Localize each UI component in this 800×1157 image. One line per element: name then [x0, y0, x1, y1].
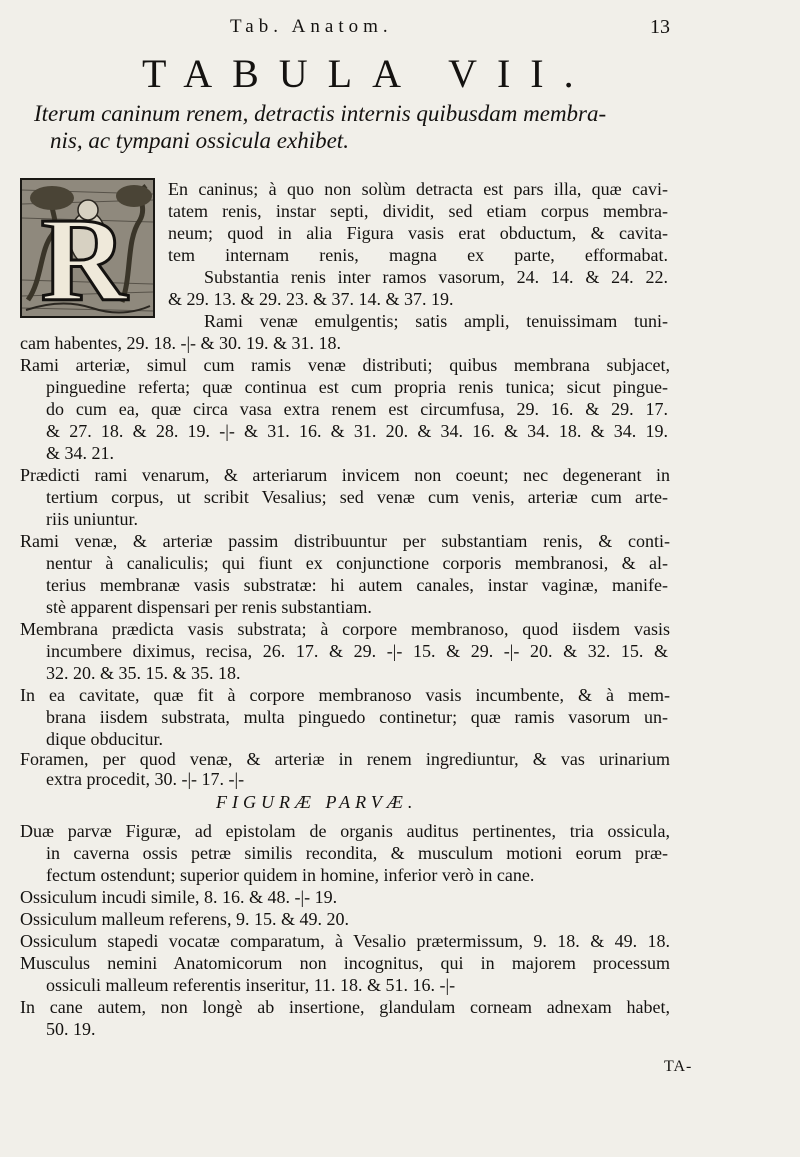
initial-letter: R	[40, 193, 128, 316]
text-line: Duæ parvæ Figuræ, ad epistolam de organis auditus pertinentes, tria ossicula,	[20, 821, 670, 841]
text-line: pinguedine referta; quæ continua est cum propria renis tunica; sicut pingue-	[46, 377, 668, 397]
text-line: In cane autem, non longè ab insertione, glandulam corneam adnexam habet,	[20, 997, 670, 1017]
text-line: Membrana prædicta vasis substrata; à corpore membranoso, quod iisdem vasis	[20, 619, 670, 639]
running-head	[0, 14, 800, 44]
text-line: 50. 19.	[46, 1019, 96, 1039]
text-line: En caninus; à quo non solùm detracta est pars illa, quæ cavi-	[168, 179, 668, 199]
text-line: Foramen, per quod venæ, & arteriæ in renem ingrediuntur, & vas urinarium	[20, 749, 670, 769]
running-title: Tab. Anatom.	[230, 16, 393, 37]
text-line: Rami venæ, & arteriæ passim distribuuntur per substantiam renis, & conti-	[20, 531, 670, 551]
text-line: neum; quod in alia Figura vasis erat obductum, & cavita-	[168, 223, 668, 243]
text-line: Substantia renis inter ramos vasorum, 24. 14. & 24. 22.	[204, 267, 668, 287]
subtitle-line: nis, ac tympani ossicula exhibet.	[50, 128, 349, 153]
text-line: & 27. 18. & 28. 19. -|- & 31. 16. & 31. 20. & 34. 16. & 34. 18. & 34. 19.	[46, 421, 668, 441]
subtitle-line: Iterum caninum renem, detractis internis quibusdam membra-	[34, 101, 607, 126]
plate-subtitle	[34, 100, 694, 154]
decorated-initial-woodcut	[20, 178, 155, 318]
text-line: Ossiculum stapedi vocatæ comparatum, à Vesalio prætermissum, 9. 18. & 49. 18.	[20, 931, 670, 951]
text-line: 32. 20. & 35. 15. & 35. 18.	[46, 663, 241, 683]
text-line: cam habentes, 29. 18. -|- & 30. 19. & 31. 18.	[20, 333, 342, 353]
text-line: nentur à canaliculis; qui fiunt ex conjunctione corporis membranosi, & al-	[46, 553, 668, 573]
text-line: & 29. 13. & 29. 23. & 37. 14. & 37. 19.	[168, 289, 454, 309]
text-line: brana iisdem substrata, multa pinguedo continetur; quæ ramis vasorum un-	[46, 707, 668, 727]
text-line: tem internam renis, magna ex parte, efformabat.	[168, 245, 668, 265]
text-line: Musculus nemini Anatomicorum non incognitus, qui in majorem processum	[20, 953, 670, 973]
text-line: Prædicti rami venarum, & arteriarum invicem non coeunt; nec degenerant in	[20, 465, 670, 485]
text-line: extra procedit, 30. -|- 17. -|-	[46, 769, 245, 789]
text-line: incumbere diximus, recisa, 26. 17. & 29. -|- 15. & 29. -|- 20. & 32. 15. &	[46, 641, 668, 661]
plate-title: TABULA VII.	[142, 51, 594, 96]
text-line: riis uniuntur.	[46, 509, 139, 529]
text-line: Ossiculum malleum referens, 9. 15. & 49. 20.	[20, 909, 349, 929]
text-line: tertium corpus, ut scribit Vesalius; sed venæ cum venis, arteriæ cum arte-	[46, 487, 668, 507]
text-line: Rami venæ emulgentis; satis ampli, tenuissimam tuni-	[204, 311, 668, 331]
text-line: tatem renis, instar septi, dividit, sed etiam corpus membra-	[168, 201, 668, 221]
section-title: FIGURÆ PARVÆ.	[216, 792, 418, 812]
text-line: dique obducitur.	[46, 729, 163, 749]
woodcut-illustration	[22, 180, 153, 316]
text-line: do cum ea, quæ circa vasa extra renem est circumfusa, 29. 16. & 29. 17.	[46, 399, 668, 419]
text-line: in caverna ossis petræ similis recondita, & musculum motioni eorum præ-	[46, 843, 668, 863]
catchword: TA-	[664, 1058, 693, 1075]
text-line: ossiculi malleum referentis inseritur, 11. 18. & 51. 16. -|-	[46, 975, 456, 995]
text-line: terius membranæ vasis substratæ: hi autem canales, instar vaginæ, manife-	[46, 575, 668, 595]
page-number: 13	[650, 16, 670, 38]
text-line: stè apparent dispensari per renis substantiam.	[46, 597, 372, 617]
text-line: fectum ostendunt; superior quidem in homine, inferior verò in cane.	[46, 865, 535, 885]
text-line: Rami arteriæ, simul cum ramis venæ distributi; quibus membrana subjacet,	[20, 355, 670, 375]
text-line: In ea cavitate, quæ fit à corpore membranoso vasis incumbente, & à mem-	[20, 685, 670, 705]
text-line: & 34. 21.	[46, 443, 115, 463]
text-line: Ossiculum incudi simile, 8. 16. & 48. -|- 19.	[20, 887, 338, 907]
